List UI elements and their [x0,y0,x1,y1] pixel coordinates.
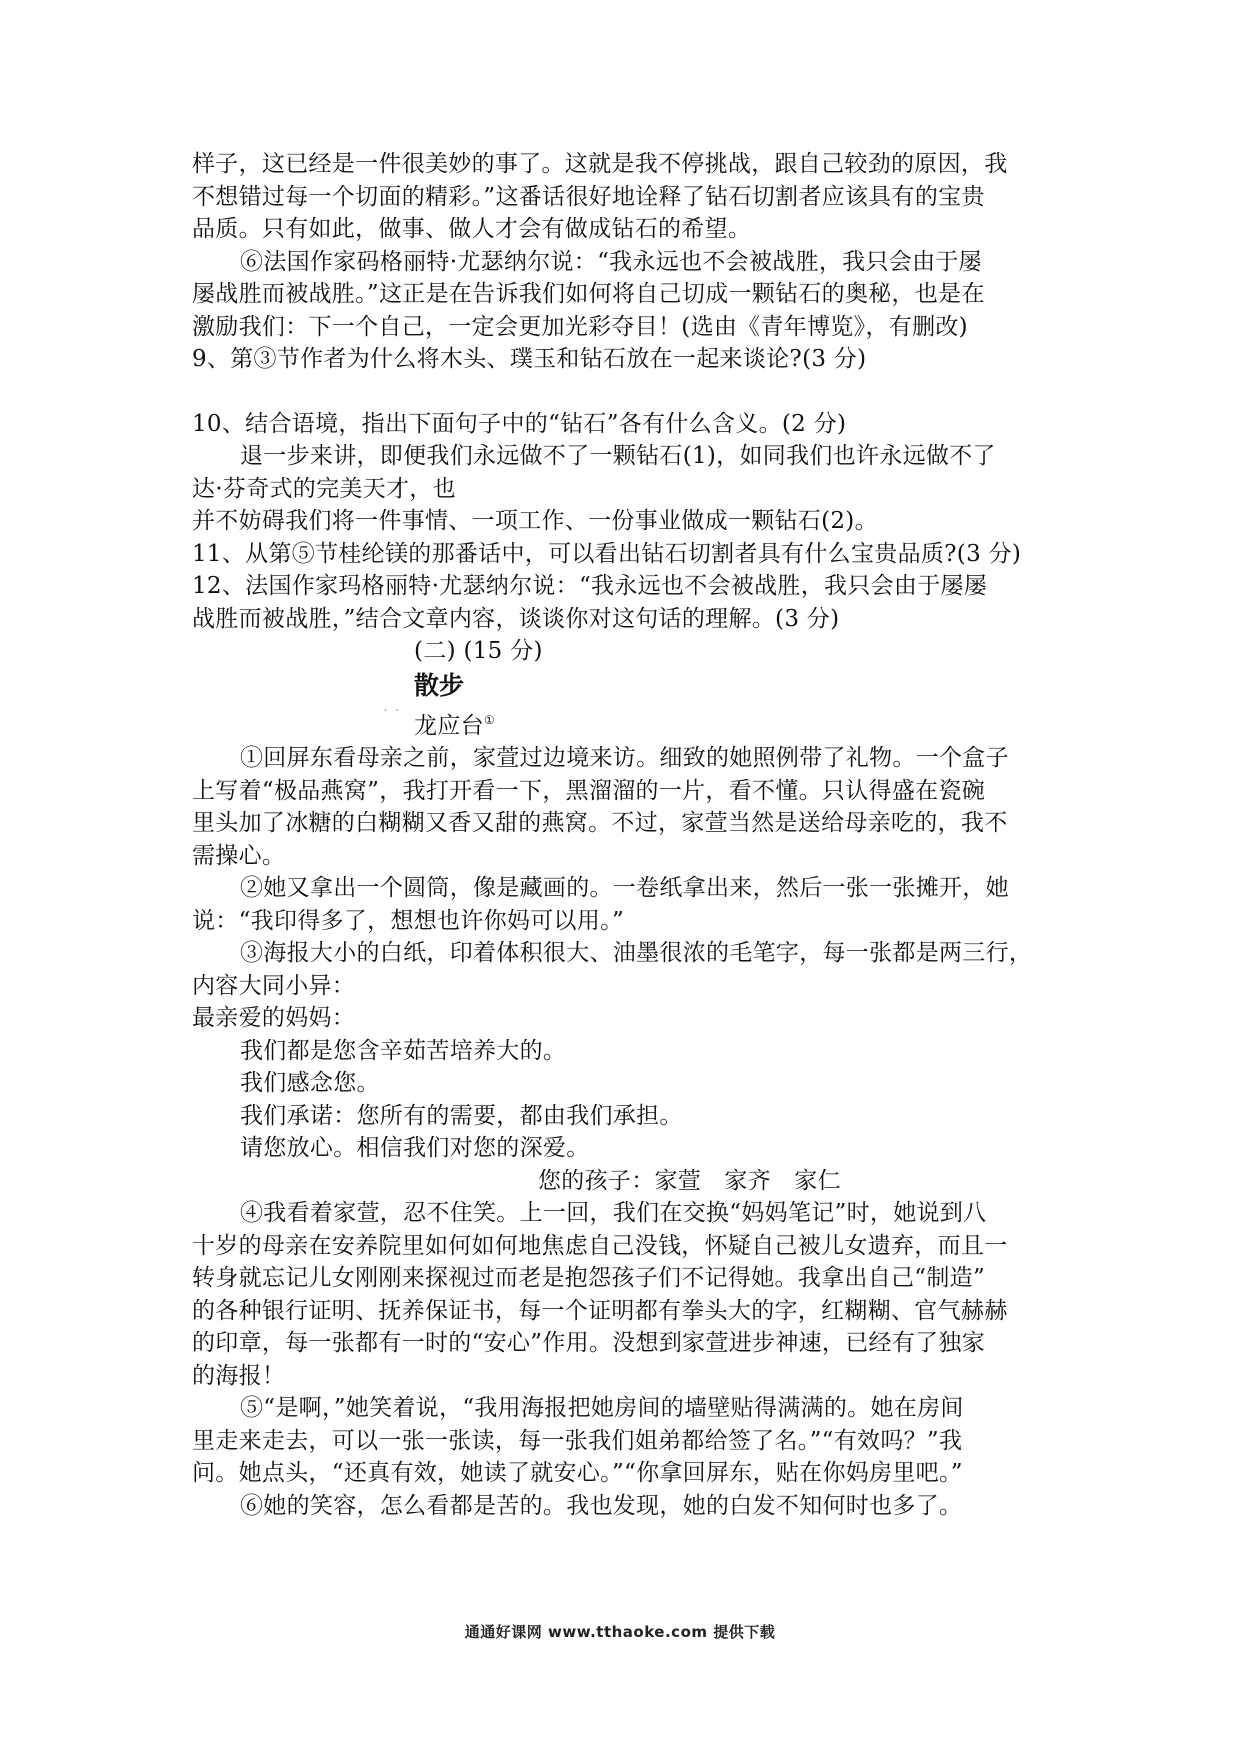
text-line: 达·芬奇式的完美天才，也 [192,475,456,502]
text-line: 激励我们：下一个自己，一定会更加光彩夺目！(选由《青年博览》，有删改) [192,313,968,340]
text-line: 战胜而被战胜，”结合文章内容，谈谈你对这句话的理解。(3 分) [192,605,840,632]
poster-line: 我们感念您。 [240,1070,380,1096]
paragraph-line: ②她又拿出一个圆筒，像是藏画的。一卷纸拿出来，然后一张一张摊开，她 [240,875,1009,901]
paragraph-line: ⑥她的笑容，怎么看都是苦的。我也发现，她的白发不知何时也多了。 [240,1492,963,1519]
question-9: 9、第③节作者为什么将木头、璞玉和钻石放在一起来谈论?(3 分) [192,346,867,372]
paragraph-line: 需操心。 [192,842,286,869]
scan-mark: . . [384,702,402,713]
question-10: 10、结合语境，指出下面句子中的“钻石”各有什么含义。(2 分) [192,410,847,437]
article-title [192,668,1064,713]
article-title-text: 散步 [414,670,465,700]
paragraph-line: ③海报大小的白纸，印着体积很大、油墨很浓的毛笔字，每一张都是两三行， [240,940,1033,966]
question-12: 12、法国作家玛格丽特·尤瑟纳尔说：“我永远也不会被战胜，我只会由于屡屡 [192,573,988,599]
paragraph-line: 内容大同小异： [192,972,356,999]
document-page [192,148,1064,1522]
text-line: 退一步来讲，即便我们永远做不了一颗钻石(1)，如同我们也许永远做不了 [240,443,996,469]
poster-line: 我们都是您含辛茹苦培养大的。 [240,1037,567,1064]
paragraph-line: 十岁的母亲在安养院里如何如何地焦虑自己没钱，怀疑自己被儿女遗弃，而且一 [192,1232,1008,1259]
paragraph-line: 里头加了冰糖的白糊糊又香又甜的燕窝。不过，家萱当然是送给母亲吃的，我不 [192,810,1008,836]
poster-line: 我们承诺：您所有的需要，都由我们承担。 [240,1102,683,1129]
text-line: 屡战胜而被战胜。”这正是在告诉我们如何将自己切成一颗钻石的奥秘，也是在 [192,281,985,307]
paragraph-line: ④我看着家萱，忍不住笑。上一回，我们在交换“妈妈笔记”时，她说到八 [240,1200,987,1226]
text-line: 并不妨碍我们将一件事情、一项工作、一份事业做成一颗钻石(2)。 [192,508,878,534]
text-line: 不想错过每一个切面的精彩。”这番话很好地诠释了钻石切割者应该具有的宝贵 [192,183,985,210]
paragraph-line: 转身就忘记儿女刚刚来探视过而老是抱怨孩子们不记得她。我拿出自己“制造” [192,1265,986,1291]
page-footer: 通通好课网 www.tthaoke.com 提供下载 [464,1623,776,1641]
author-name: 龙应台 [414,712,484,739]
article-author [192,704,1064,743]
paragraph-line: 问。她点头，“还真有效，她读了就安心。”“你拿回屏东，贴在你妈房里吧。” [192,1460,963,1486]
paragraph-line: 说：“我印得多了，想想也许你妈可以用。” [192,907,625,934]
section-heading: (二) (15 分) [414,638,543,664]
text-line: 样子，这已经是一件很美妙的事了。这就是我不停挑战，跟自己较劲的原因，我 [192,151,1008,177]
paragraph-line: 的印章，每一张都有一时的“安心”作用。没想到家萱进步神速，已经有了独家 [192,1330,986,1356]
poster-line: 请您放心。相信我们对您的深爱。 [240,1135,590,1161]
paragraph-line: 的海报！ [192,1362,286,1389]
text-line: 品质。只有如此，做事、做人才会有做成钻石的希望。 [192,216,752,242]
poster-signature: 您的孩子：家萱 家齐 家仁 [538,1167,841,1194]
question-11: 11、从第⑤节桂纶镁的那番话中，可以看出钻石切割者具有什么宝贵品质?(3 分) [192,540,1022,567]
paragraph-line: ⑤“是啊，”她笑着说，“我用海报把她房间的墙壁贴得满满的。她在房间 [240,1395,964,1421]
text-line: ⑥法国作家码格丽特·尤瑟纳尔说：“我永远也不会被战胜，我只会由于屡 [240,248,982,275]
paragraph-line: ①回屏东看母亲之前，家萱过边境来访。细致的她照例带了礼物。一个盒子 [240,745,1009,771]
paragraph-line: 里走来走去，可以一张一张读，每一张我们姐弟都给签了名。”“有效吗？”我 [192,1427,963,1454]
poster-salutation: 最亲爱的妈妈： [192,1005,356,1031]
answer-space [192,376,1064,408]
paragraph-line: 的各种银行证明、抚养保证书，每一个证明都有拳头大的字，红糊糊、官气赫赫 [192,1297,1008,1324]
paragraph-line: 上写着“极品燕窝”，我打开看一下，黑溜溜的一片，看不懂。只认得盛在瓷碗 [192,777,986,804]
footnote-marker: ① [483,712,495,727]
